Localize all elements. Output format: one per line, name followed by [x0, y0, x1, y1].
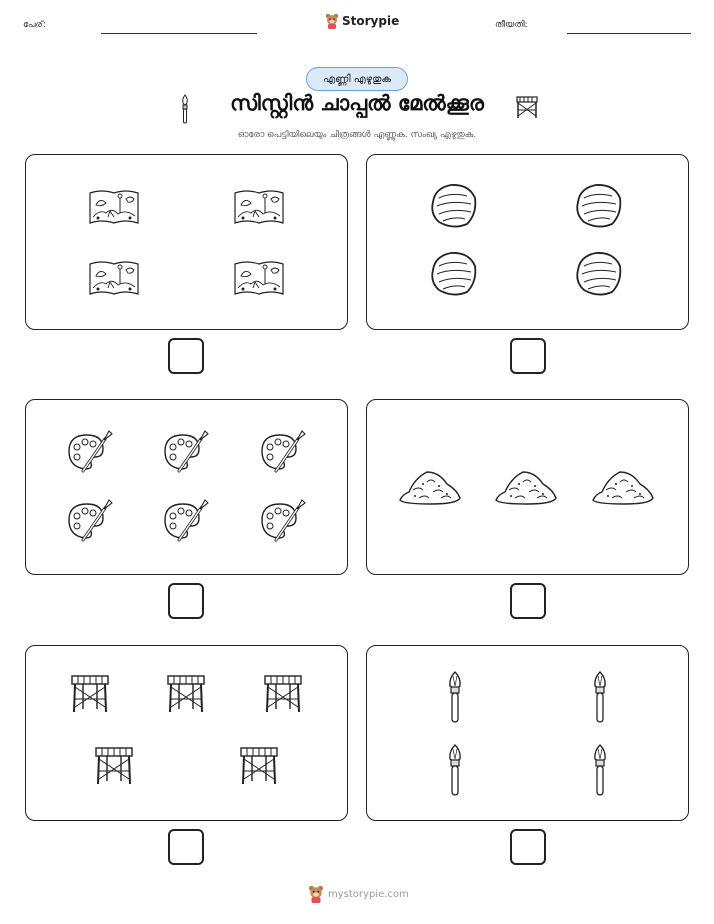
counting-panel-2 [366, 154, 689, 330]
scaffold-icon [262, 673, 304, 719]
palette-icon [258, 496, 308, 548]
answer-box-5[interactable] [168, 829, 204, 865]
footer-url: mystorypie.com [328, 888, 409, 900]
name-line[interactable] [101, 33, 257, 34]
stone-icon [427, 250, 479, 302]
plaster-pile-icon [493, 464, 559, 512]
counting-panel-6 [366, 645, 689, 821]
date-label: തീയതി: [495, 20, 528, 30]
stone-icon [572, 182, 624, 234]
counting-panel-5 [25, 645, 348, 821]
palette-icon [258, 427, 308, 479]
counting-panel-3 [25, 399, 348, 575]
answer-box-1[interactable] [168, 338, 204, 374]
paintbrush-icon [445, 670, 465, 728]
page-title: സിസ്റ്റിൻ ചാപ്പൽ മേൽക്കൂര [230, 91, 484, 115]
answer-box-6[interactable] [510, 829, 546, 865]
scaffold-icon [238, 745, 280, 791]
answer-box-3[interactable] [168, 583, 204, 619]
bear-mascot-icon [325, 13, 339, 29]
plaster-pile-icon [397, 464, 463, 512]
instruction-text: ഓരോ പെട്ടിയിലെയും ചിത്രങ്ങൾ എണ്ണുക. സംഖ്യ എഴുതുക. [237, 130, 477, 140]
palette-icon [161, 427, 211, 479]
scaffold-icon [514, 94, 540, 120]
brand-logo [325, 13, 399, 29]
paintbrush-icon [445, 743, 465, 801]
answer-box-2[interactable] [510, 338, 546, 374]
paintbrush-icon [590, 670, 610, 728]
bear-mascot-icon [308, 885, 324, 903]
palette-icon [161, 496, 211, 548]
scaffold-icon [93, 745, 135, 791]
scaffold-icon [165, 673, 207, 719]
footer [308, 885, 409, 903]
date-line[interactable] [567, 33, 691, 34]
fresco-icon [233, 258, 285, 302]
paintbrush-icon [590, 743, 610, 801]
plaster-pile-icon [590, 464, 656, 512]
name-label: പേര്: [23, 20, 46, 30]
counting-panel-1 [25, 154, 348, 330]
answer-box-4[interactable] [510, 583, 546, 619]
palette-icon [65, 496, 115, 548]
palette-icon [65, 427, 115, 479]
stone-icon [572, 250, 624, 302]
brand-name: Storypie [342, 14, 400, 28]
task-badge: എണ്ണി എഴുതുക [306, 67, 408, 91]
stone-icon [427, 182, 479, 234]
scaffold-icon [69, 673, 111, 719]
fresco-icon [88, 258, 140, 302]
fresco-icon [88, 187, 140, 231]
fresco-icon [233, 187, 285, 231]
